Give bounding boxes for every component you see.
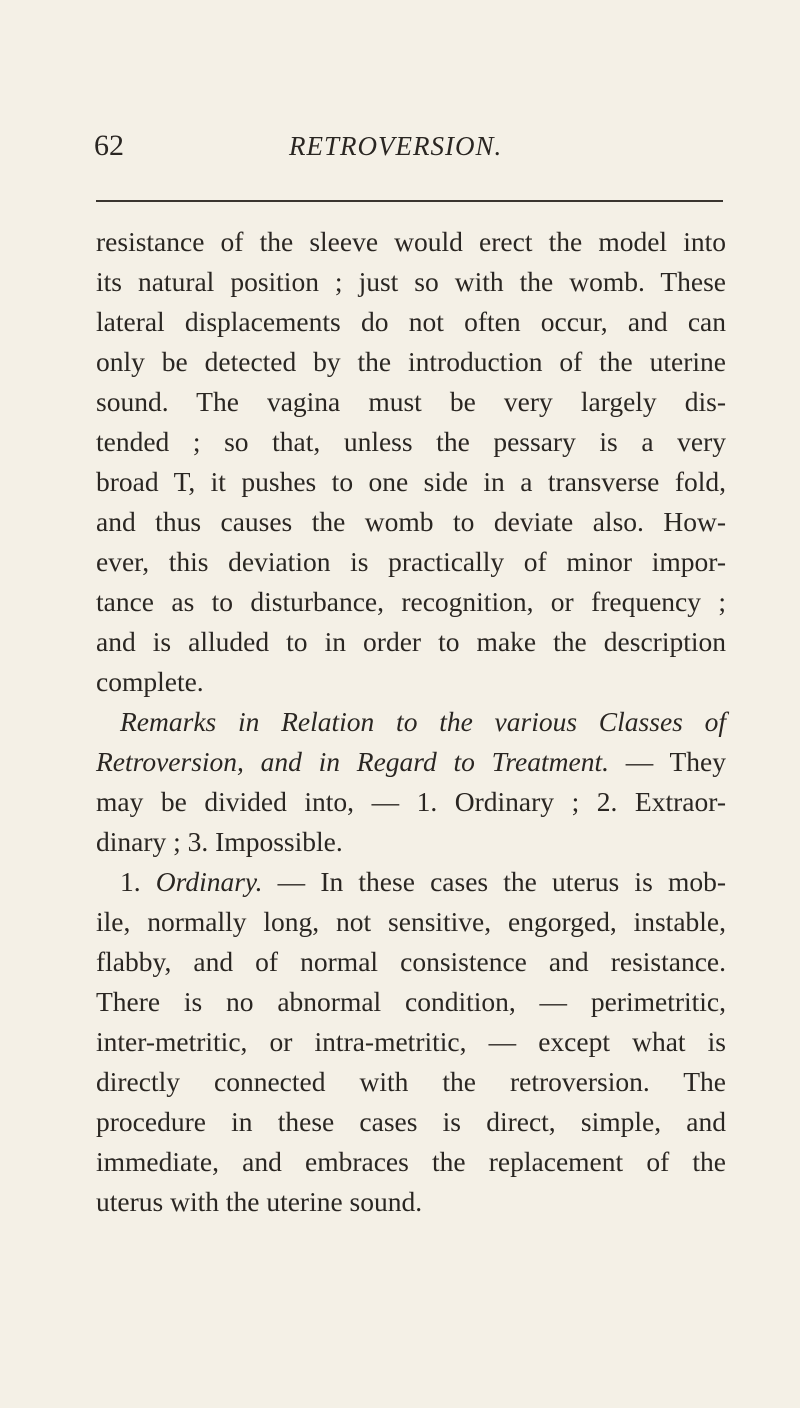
text-line: only be detected by the introduction of the uterine bbox=[96, 346, 726, 377]
text-line: may be divided into, — 1. Ordinary ; 2. Extraor- bbox=[96, 786, 726, 817]
text-line: flabby, and of normal consistence and resistance. bbox=[96, 946, 726, 977]
body-text bbox=[96, 222, 726, 1222]
text-line: directly connected with the retroversion. The bbox=[96, 1066, 726, 1097]
text-line: procedure in these cases is direct, simple, and bbox=[96, 1106, 726, 1137]
subsection-line: 1. Ordinary. — In these cases the uterus is mob- bbox=[120, 866, 726, 897]
page-header bbox=[94, 126, 724, 166]
text-line: ile, normally long, not sensitive, engorged, instable, bbox=[96, 906, 726, 937]
text-line: ever, this deviation is practically of minor impor- bbox=[96, 546, 726, 577]
text-line: and is alluded to in order to make the description bbox=[96, 626, 726, 657]
text-line: resistance of the sleeve would erect the model into bbox=[96, 226, 726, 257]
text-line: dinary ; 3. Impossible. bbox=[96, 826, 343, 857]
text-line: tance as to disturbance, recognition, or frequency ; bbox=[96, 586, 726, 617]
section-heading-line: Remarks in Relation to the various Classes of bbox=[120, 706, 726, 737]
section-heading-line: Retroversion, and in Regard to Treatment. — They bbox=[96, 746, 726, 777]
text-line: There is no abnormal condition, — perimetritic, bbox=[96, 986, 726, 1017]
text-line: sound. The vagina must be very largely dis- bbox=[96, 386, 726, 417]
text-line: immediate, and embraces the replacement of the bbox=[96, 1146, 726, 1177]
page-number: 62 bbox=[94, 129, 124, 162]
header-rule bbox=[96, 200, 723, 202]
running-title: RETROVERSION. bbox=[289, 131, 503, 161]
text-line: lateral displacements do not often occur, and can bbox=[96, 306, 726, 337]
text-line: inter-metritic, or intra-metritic, — except what is bbox=[96, 1026, 726, 1057]
text-line: its natural position ; just so with the womb. These bbox=[96, 266, 726, 297]
text-line: uterus with the uterine sound. bbox=[96, 1186, 423, 1217]
text-line: tended ; so that, unless the pessary is a very bbox=[96, 426, 726, 457]
text-line: broad T, it pushes to one side in a transverse fold, bbox=[96, 466, 726, 497]
text-line: complete. bbox=[96, 666, 204, 697]
text-line: and thus causes the womb to deviate also. How- bbox=[96, 506, 726, 537]
